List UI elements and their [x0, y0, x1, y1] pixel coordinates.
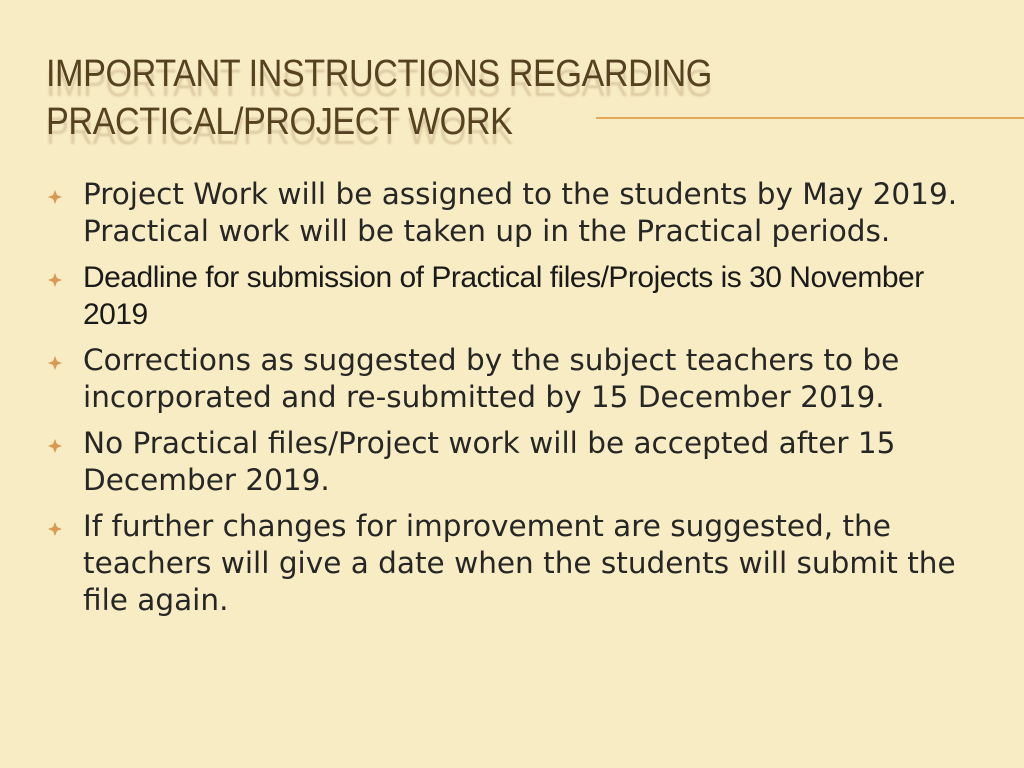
diamond-bullet-icon	[48, 190, 62, 204]
bullet-text: No Practical files/Project work will be accepted after 15 December 2019.	[83, 426, 896, 497]
bullet-item-no-acceptance	[44, 425, 994, 499]
diamond-bullet-icon	[48, 273, 62, 287]
bullet-text: Corrections as suggested by the subject teachers to be incorporated and re-submitted by 15 December 2019.	[83, 343, 900, 414]
bullet-text: If further changes for improvement are suggested, the teachers will give a date when the students will submit the file again.	[83, 509, 956, 617]
title-line-1: IMPORTANT INSTRUCTIONS REGARDING	[46, 53, 712, 95]
title-underline-rule	[596, 117, 1024, 119]
bullet-text: Deadline for submission of Practical files/Projects is 30 November 2019	[83, 261, 924, 331]
bullet-item-further-changes	[44, 508, 994, 619]
bullet-text: Project Work will be assigned to the students by May 2019. Practical work will be taken up in the Practical periods.	[83, 177, 958, 248]
title-line-2: PRACTICAL/PROJECT WORK	[46, 101, 513, 143]
diamond-bullet-icon	[48, 356, 62, 370]
diamond-bullet-icon	[48, 522, 62, 536]
bullet-list	[44, 176, 994, 628]
diamond-bullet-icon	[48, 439, 62, 453]
bullet-item-corrections	[44, 342, 994, 416]
bullet-item-assignment	[44, 176, 994, 250]
slide-title	[46, 50, 926, 146]
bullet-item-deadline	[44, 259, 994, 333]
